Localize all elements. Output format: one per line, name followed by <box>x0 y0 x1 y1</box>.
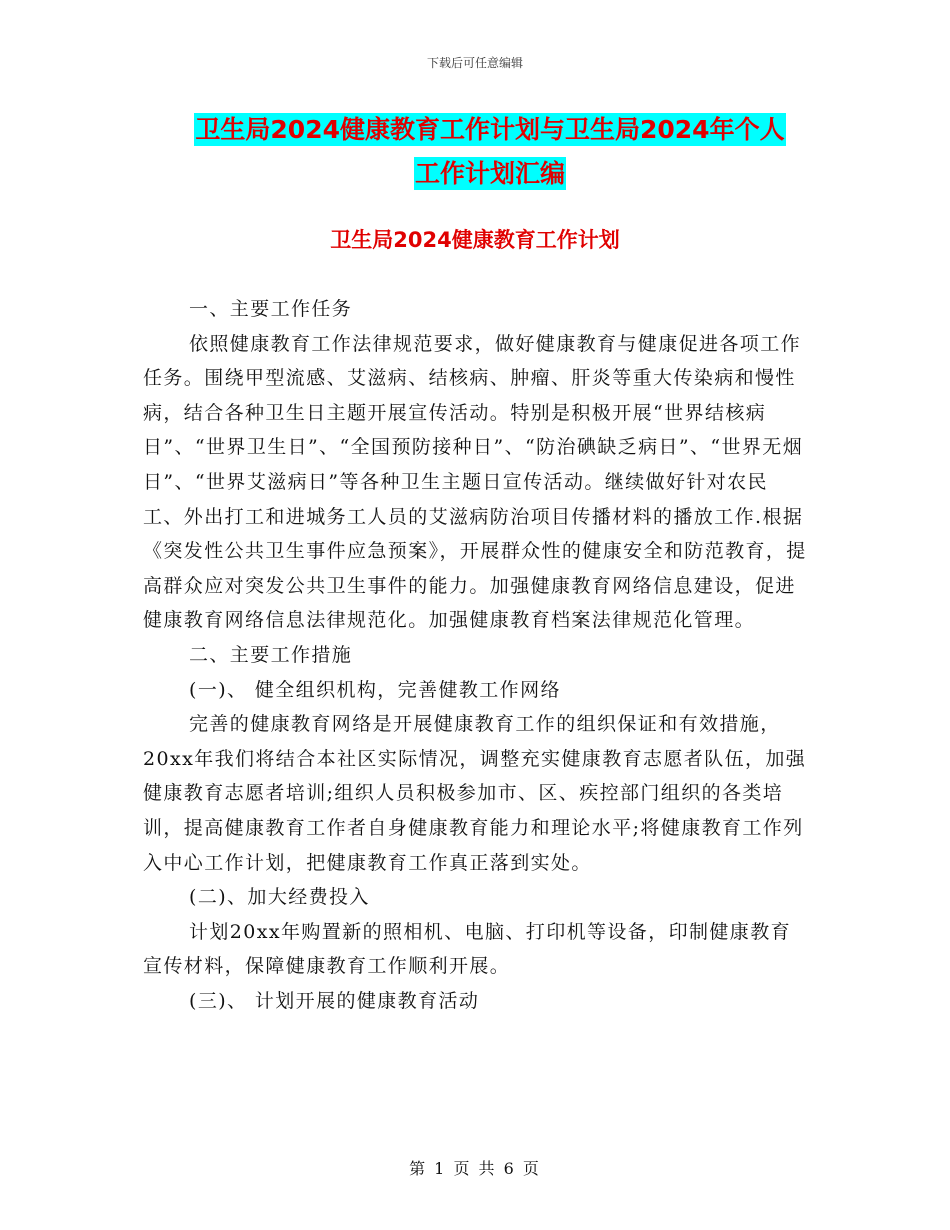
document-title-line-2: 工作计划汇编 <box>414 159 565 188</box>
heading-main-tasks: 一、主要工作任务 <box>189 298 353 320</box>
page-footer: 第 1 页 共 6 页 <box>409 1159 541 1178</box>
section-title: 卫生局2024健康教育工作计划 <box>330 228 620 252</box>
paragraph-main-tasks: 依照健康教育工作法律规范要求，做好健康教育与健康促进各项工作任务。围绕甲型流感、艾滋病、结核病、肿瘤、肝炎等重大传染病和慢性病，结合各种卫生日主题开展宣传活动。特别是积极开展“世界结核病日”、“世界卫生日”、“全国预防接种日”、“防治碘缺乏病日”、“世界无烟日”、“世界艾滋病日”等各种卫生主题日宣传活动。继续做好针对农民工、外出打工和进城务工人员的艾滋病防治项目传播材料的播放工作.根据《突发性公共卫生事件应急预案》，开展群众性的健康安全和防范教育，提高群众应对突发公共卫生事件的能力。加强健康教育网络信息建设，促进健康教育网络信息法律规范化。加强健康教育档案法律规范化管理。 <box>143 332 807 632</box>
paragraph-organization: 完善的健康教育网络是开展健康教育工作的组织保证和有效措施，20xx年我们将结合本社区实际情况，调整充实健康教育志愿者队伍，加强健康教育志愿者培训;组织人员积极参加市、区、疾控部门组织的各类培训，提高健康教育工作者自身健康教育能力和理论水平;将健康教育工作列入中心工作计划，把健康教育工作真正落到实处。 <box>143 713 807 874</box>
paragraph-funding: 计划20xx年购置新的照相机、电脑、打印机等设备，印制健康教育宣传材料，保障健康教育工作顺利开展。 <box>143 920 792 978</box>
document-title <box>140 108 840 196</box>
subheading-activities: (三)、 计划开展的健康教育活动 <box>189 989 480 1012</box>
subheading-funding: (二)、加大经费投入 <box>189 886 370 909</box>
heading-main-measures: 二、主要工作措施 <box>189 643 353 666</box>
document-body <box>143 292 808 1018</box>
subheading-organization: (一)、 健全组织机构，完善健教工作网络 <box>189 678 561 701</box>
header-note: 下载后可任意编辑 <box>426 56 523 70</box>
document-title-line-1: 卫生局2024健康教育工作计划与卫生局2024年个人 <box>195 115 785 144</box>
